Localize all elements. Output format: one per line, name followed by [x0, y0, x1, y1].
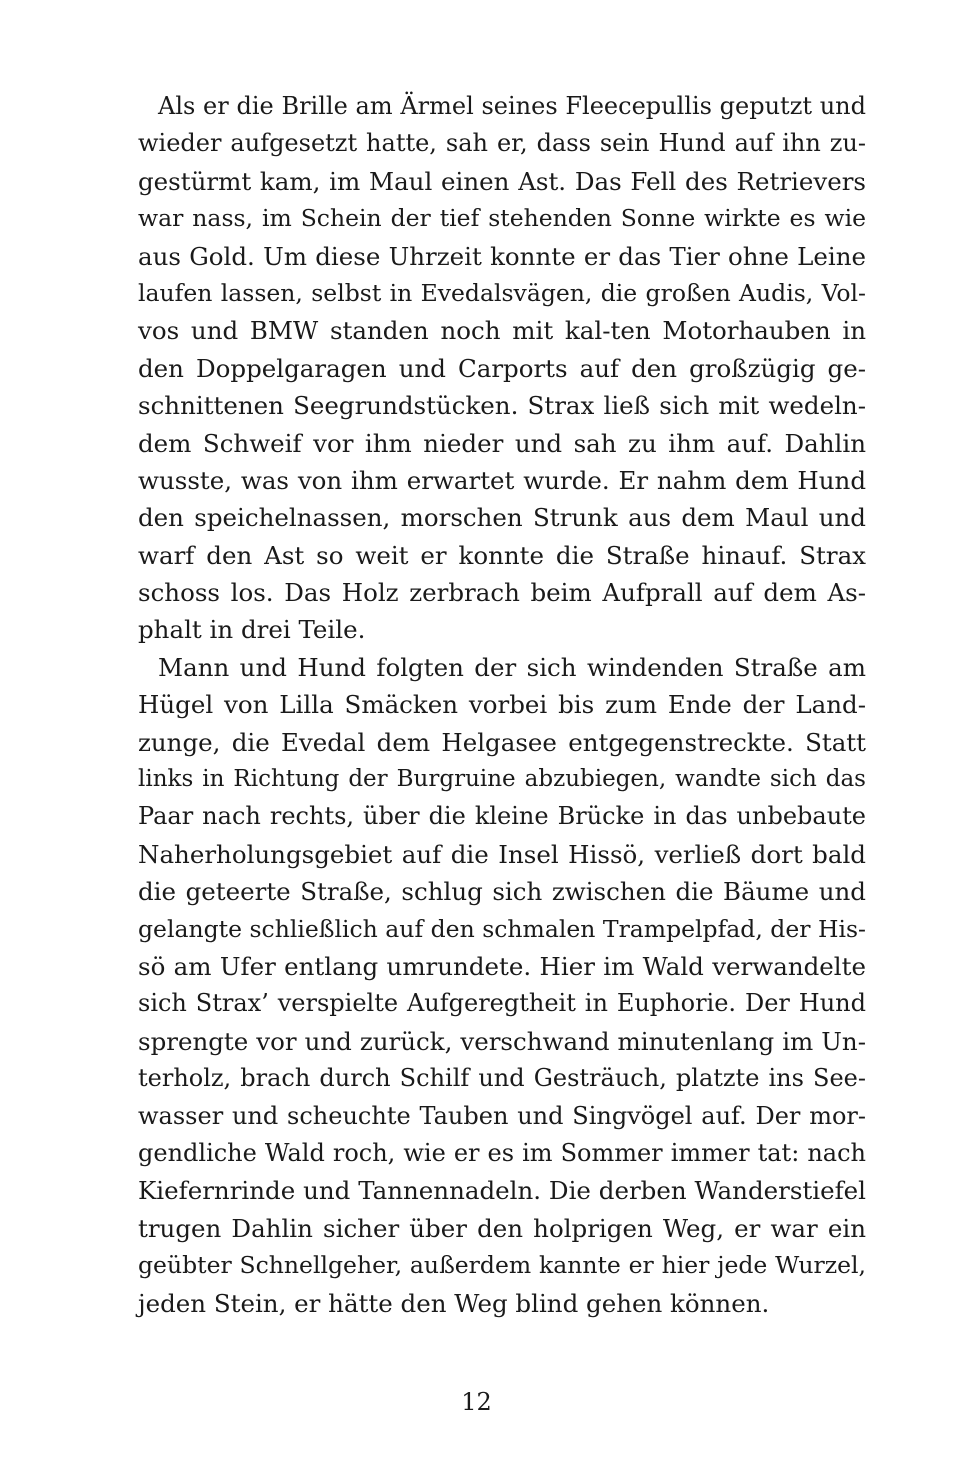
text-line: wasser und scheuchte Tauben und Singvögel auf. Der mor-	[138, 1101, 866, 1130]
text-line: sprengte vor und zurück, verschwand minutenlang im Un-	[138, 1026, 866, 1056]
text-line: warf den Ast so weit er konnte die Straße hinauf. Strax	[138, 540, 866, 570]
text-line: laufen lassen, selbst in Evedalsvägen, die großen Audis, Vol-	[138, 278, 866, 307]
text-line: gelangte schließlich auf den schmalen Trampelpfad, der His-	[138, 914, 866, 943]
text-line: den Doppelgaragen und Carports auf den großzügig ge-	[138, 353, 866, 383]
text-line: Kiefernrinde und Tannennadeln. Die derben Wanderstiefel	[138, 1176, 866, 1206]
text-line: geübter Schnellgeher, außerdem kannte er hier jede Wurzel,	[138, 1251, 866, 1280]
text-line: Naherholungsgebiet auf die Insel Hissö, verließ dort bald	[138, 839, 866, 869]
text-line: gendliche Wald roch, wie er es im Sommer immer tat: nach	[138, 1138, 866, 1167]
text-line: zunge, die Evedal dem Helgasee entgegenstreckte. Statt	[138, 727, 866, 757]
paragraph-2	[138, 649, 866, 1322]
text-line: trugen Dahlin sicher über den holprigen Weg, er war ein	[138, 1213, 866, 1243]
text-line: sö am Ufer entlang umrundete. Hier im Wald verwandelte	[138, 951, 866, 981]
page-number: 12	[461, 1388, 492, 1416]
text-line: vos und BMW standen noch mit kal-ten Motorhauben in	[138, 316, 866, 346]
text-line: wusste, was von ihm erwartet wurde. Er nahm dem Hund	[138, 465, 866, 495]
text-line: war nass, im Schein der tief stehenden Sonne wirkte es wie	[138, 204, 866, 233]
text-line: dem Schweif vor ihm nieder und sah zu ihm auf. Dahlin	[138, 428, 866, 458]
body-text	[138, 88, 866, 1322]
paragraph-1	[138, 88, 866, 649]
text-line: schnittenen Seegrundstücken. Strax ließ sich mit wedeln-	[138, 391, 866, 421]
text-line: gestürmt kam, im Maul einen Ast. Das Fell des Retrievers	[138, 166, 866, 196]
text-line: terholz, brach durch Schilf und Gesträuch, platzte ins See-	[138, 1064, 866, 1093]
text-line: aus Gold. Um diese Uhrzeit konnte er das Tier ohne Leine	[138, 241, 866, 271]
text-line: den speichelnassen, morschen Strunk aus dem Maul und	[138, 503, 866, 533]
text-line: Mann und Hund folgten der sich windenden Straße am	[158, 652, 866, 682]
text-line: jeden Stein, er hätte den Weg blind gehen können.	[138, 1288, 770, 1318]
text-line: Hügel von Lilla Smäcken vorbei bis zum Ende der Land-	[138, 690, 866, 720]
text-line: schoss los. Das Holz zerbrach beim Aufprall auf dem As-	[138, 578, 866, 608]
text-line: Als er die Brille am Ärmel seines Fleecepullis geputzt und	[158, 92, 866, 120]
text-line: links in Richtung der Burgruine abzubiegen, wandte sich das	[138, 766, 866, 793]
text-line: sich Strax’ verspielte Aufgeregtheit in Euphorie. Der Hund	[138, 989, 866, 1018]
text-line: wieder aufgesetzt hatte, sah er, dass sein Hund auf ihn zu-	[138, 129, 866, 158]
text-line: Paar nach rechts, über die kleine Brücke in das unbebaute	[138, 802, 866, 831]
text-line: die geteerte Straße, schlug sich zwischen die Bäume und	[138, 877, 866, 907]
text-line: phalt in drei Teile.	[138, 615, 366, 645]
